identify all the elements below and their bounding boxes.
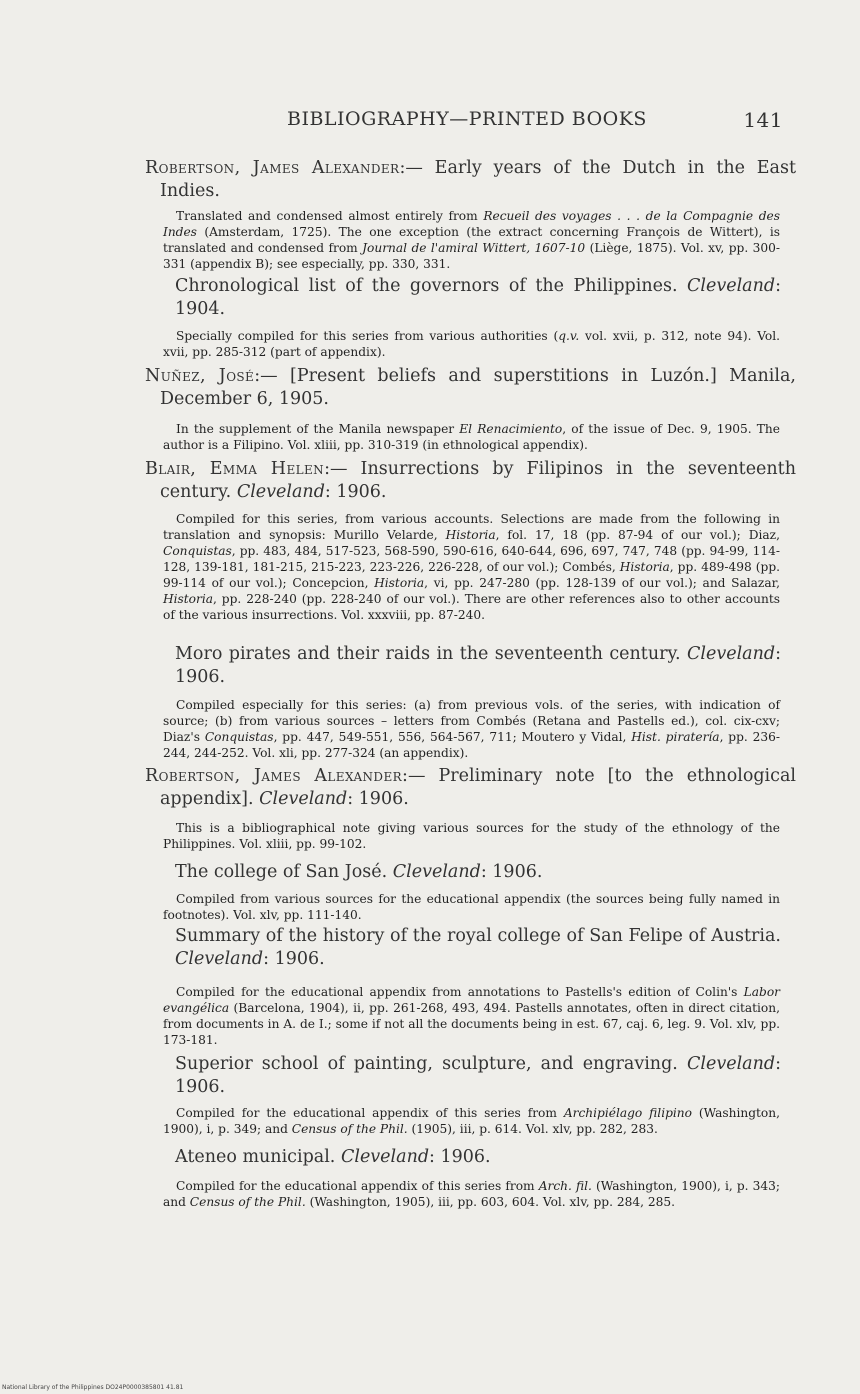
entry-place: Cleveland bbox=[686, 644, 776, 664]
entry-heading: Superior school of painting, sculpture, and engraving. Cleveland: 1906. bbox=[175, 1054, 781, 1097]
entry-note: This is a bibliographical note giving various sources for the study of the ethnology of the Philippines. Vol. xliii, pp. 99-102. bbox=[163, 821, 780, 851]
page-number: 141 bbox=[743, 108, 783, 132]
entry-title: The college of San José. bbox=[175, 862, 388, 882]
entry-title: Preliminary note [to the ethnological appendix]. bbox=[160, 766, 796, 809]
entry-note: Compiled especially for this series: (a) from previous vols. of the series, with indication of source; (b) from various sources – letters from Combés (Retana and Pastells ed.), col. cix-cxv; Diaz's Conquistas, pp. 447, 549-551, 556, 564-567, 711; Moutero y Vidal, Hist. piratería, pp. 236-244, 244-252. Vol. xli, pp. 277-324 (an appendix). bbox=[163, 698, 780, 760]
entry-place: Cleveland bbox=[686, 1054, 776, 1074]
entry-author: Blair, Emma Helen bbox=[145, 459, 325, 479]
entry-note: Translated and condensed almost entirely from Recueil des voyages . . . de la Compagnie des Indes (Amsterdam, 1725). The one exception (the extract concerning François de Wittert), is translated and condensed from Journal de l'amiral Wittert, 1607-10 (Liège, 1875). Vol. xv, pp. 300-331 (appendix B); see especially, pp. 330, 331. bbox=[163, 209, 781, 271]
entry-place: Cleveland bbox=[259, 789, 348, 809]
entry-note: Compiled for this series, from various accounts. Selections are made from the following in translation and synopsis: Murillo Velarde, Historia, fol. 17, 18 (pp. 87-94 of our vol.); Diaz, Conquistas, pp. 483, 484, 517-523, 568-590, 590-616, 640-644, 696, 697, 747, 748 (pp. 94-99, 114-128, 139-181, 181-215, 215-223, 223-226, 226-228, of our vol.); Combés, Historia, pp. 489-498 (pp. 99-114 of our vol.); Concepcion, Historia, vi, pp. 247-280 (pp. 128-139 of our vol.); and Salazar, Historia, pp. 228-240 (pp. 228-240 of our vol.). There are other references also to other accounts of the various insurrections. Vol. xxxviii, pp. 87-240. bbox=[163, 512, 780, 622]
entry-title: Ateneo municipal. bbox=[175, 1147, 336, 1167]
entry-note: Compiled for the educational appendix of this series from Arch. fil. (Washington, 1900), i, p. 343; and Census of the Phil. (Washington, 1905), iii, pp. 603, 604. Vol. xlv, pp. 284, 285. bbox=[163, 1179, 780, 1209]
entry-year: 1906. bbox=[358, 789, 409, 809]
entry-year: 1906. bbox=[274, 949, 325, 969]
running-title: BIBLIOGRAPHY—PRINTED BOOKS bbox=[287, 108, 647, 130]
entry-note: Compiled for the educational appendix of this series from Archipiélago filipino (Washington, 1900), i, p. 349; and Census of the Phil. (1905), iii, p. 614. Vol. xlv, pp. 282, 283. bbox=[163, 1106, 780, 1136]
entry-heading: Ateneo municipal. Cleveland: 1906. bbox=[175, 1147, 491, 1167]
entry-title: Early years of the Dutch in the East Indies. bbox=[160, 158, 796, 201]
entry-title: Summary of the history of the royal college of San Felipe of Austria. bbox=[175, 926, 781, 946]
entry-year: 1906. bbox=[336, 482, 387, 502]
entry-note: Specially compiled for this series from various authorities (q.v. vol. xvii, p. 312, note 94). Vol. xvii, pp. 285-312 (part of appendix). bbox=[163, 329, 781, 359]
entry-heading: Nuñez, José:— [Present beliefs and superstitions in Luzón.] Manila, December 6, 1905. bbox=[145, 366, 796, 409]
entry-heading: Chronological list of the governors of the Philippines. Cleveland: 1904. bbox=[175, 276, 781, 319]
entry-title: [Present beliefs and superstitions in Luzón.] Manila, December 6, 1905. bbox=[160, 366, 796, 409]
entry-note: In the supplement of the Manila newspaper El Renacimiento, of the issue of Dec. 9, 1905. The author is a Filipino. Vol. xliii, pp. 310-319 (in ethnological appendix). bbox=[163, 422, 780, 452]
entry-title: Superior school of painting, sculpture, and engraving. bbox=[175, 1054, 678, 1074]
scan-footer: National Library of the Philippines DO24P0000385801 41.81 bbox=[2, 1384, 184, 1391]
entry-author: Nuñez, José bbox=[145, 366, 255, 386]
entry-year: 1904. bbox=[175, 299, 226, 319]
entry-heading: Blair, Emma Helen:— Insurrections by Filipinos in the seventeenth century. Cleveland: 1906. bbox=[145, 459, 796, 502]
entry-year: 1906. bbox=[440, 1147, 491, 1167]
entry-note: Compiled from various sources for the educational appendix (the sources being fully named in footnotes). Vol. xlv, pp. 111-140. bbox=[163, 892, 780, 922]
entry-year: 1906. bbox=[492, 862, 543, 882]
entry-author: Robertson, James Alexander bbox=[145, 766, 403, 786]
entry-heading: Moro pirates and their raids in the seventeenth century. Cleveland: 1906. bbox=[175, 644, 781, 687]
entry-place: Cleveland bbox=[340, 1147, 430, 1167]
entry-place: Cleveland bbox=[175, 949, 264, 969]
entry-year: 1906. bbox=[175, 1077, 226, 1097]
entry-place: Cleveland bbox=[236, 482, 325, 502]
entry-place: Cleveland bbox=[687, 276, 776, 296]
entry-title: Chronological list of the governors of the Philippines. bbox=[175, 276, 678, 296]
entry-heading: Robertson, James Alexander:— Early years of the Dutch in the East Indies. bbox=[145, 158, 796, 201]
entry-author: Robertson, James Alexander bbox=[145, 158, 400, 178]
entry-heading: Robertson, James Alexander:— Preliminary note [to the ethnological appendix]. Cleveland: 1906. bbox=[145, 766, 796, 809]
entry-heading: Summary of the history of the royal college of San Felipe of Austria. Cleveland: 1906. bbox=[175, 926, 781, 969]
entry-note: Compiled for the educational appendix from annotations to Pastells's edition of Colin's Labor evangélica (Barcelona, 1904), ii, pp. 261-268, 493, 494. Pastells annotates, often in direct citation, from documents in A. de I.; some if not all the documents being in est. 67, caj. 6, leg. 9. Vol. xlv, pp. 173-181. bbox=[163, 985, 780, 1047]
entry-place: Cleveland bbox=[392, 862, 481, 882]
entry-heading: The college of San José. Cleveland: 1906. bbox=[175, 862, 543, 882]
entry-title: Insurrections by Filipinos in the seventeenth century. bbox=[160, 459, 796, 502]
entry-title: Moro pirates and their raids in the seventeenth century. bbox=[175, 644, 681, 664]
entry-year: 1906. bbox=[175, 667, 226, 687]
